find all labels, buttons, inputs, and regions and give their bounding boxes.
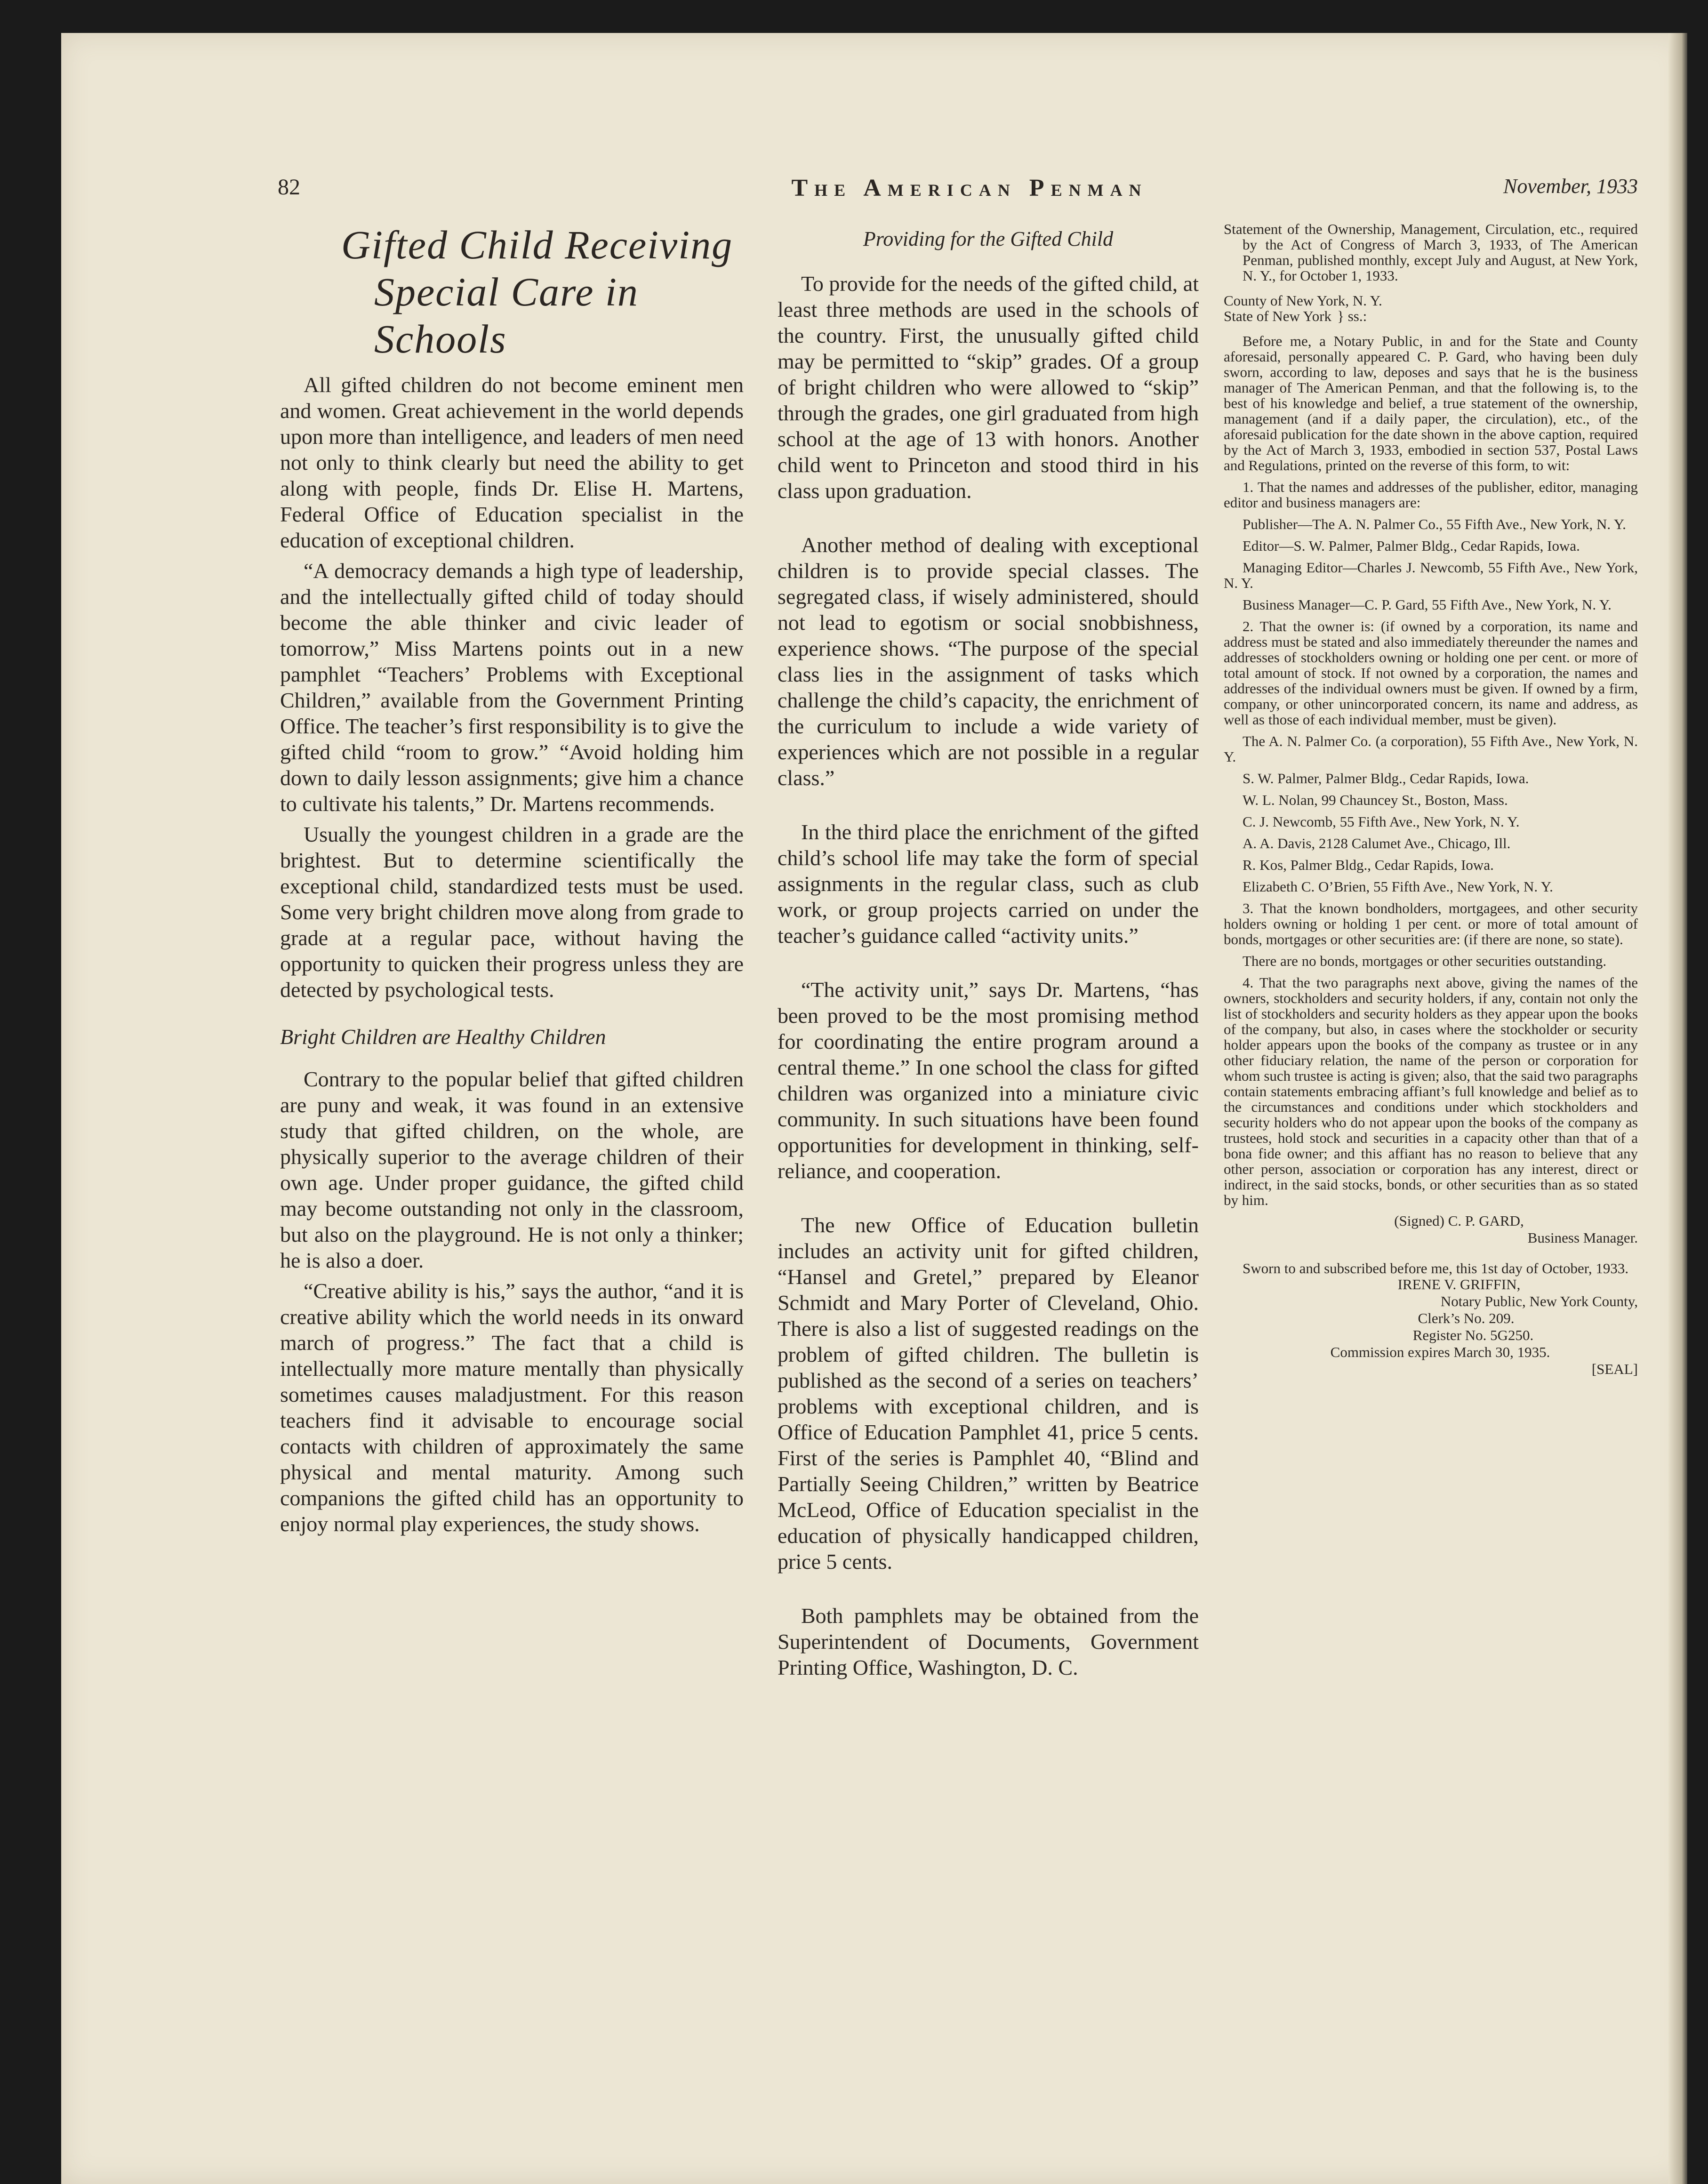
paragraph: All gifted children do not become eminent men and women. Great achievement in the world depends upon more than intelligence, and leaders of men need not only to think clearly but need the ability to get along with people, finds Dr. Elise H. Martens, Federal Office of Education specialist in the education of exceptional children. — [280, 373, 744, 552]
seal-mark: [SEAL] — [1591, 1361, 1638, 1377]
notary-block — [1224, 1276, 1638, 1361]
state-line: State of New York — [1224, 308, 1332, 324]
statement-paragraph: R. Kos, Palmer Bldg., Cedar Rapids, Iowa. — [1243, 857, 1494, 873]
register-number: Register No. 5G250. — [1412, 1327, 1534, 1343]
statement-paragraph: C. J. Newcomb, 55 Fifth Ave., New York, N. Y. — [1243, 813, 1520, 830]
article-column-1 — [280, 221, 744, 1537]
statement-paragraph: 2. That the owner is: (if owned by a corporation, its name and address must be stated and also immediately thereunder the names and addresses of stockholders owning or holding one per cent. or more of total amount of stock. If not owned by a corporation, the names and addresses of the individual owners must be given. If owned by a firm, company, or other unincorporated concern, its name and address, as well as those of each individual member, must be given). — [1224, 618, 1638, 728]
statement-paragraph: There are no bonds, mortgages or other securities outstanding. — [1243, 953, 1607, 969]
page-header — [61, 174, 1687, 212]
county-block — [1224, 293, 1638, 324]
statement-paragraph: 3. That the known bondholders, mortgagees, and other security holders owning or holding 1 per cent. or more of total amount of bonds, mortgages or other securities are: (if there are none, so state). — [1224, 900, 1638, 947]
statement-paragraph: S. W. Palmer, Palmer Bldg., Cedar Rapids, Iowa. — [1243, 770, 1529, 787]
ownership-statement — [1224, 221, 1638, 1378]
signed-name: (Signed) C. P. GARD, — [1394, 1212, 1524, 1229]
paragraph: Another method of dealing with exceptional children is to provide special classes. The segregated class, if wisely administered, should not lead to egotism or social snobbishness, experience shows. “The purpose of the special class lies in the assignment of tasks which challenge the child’s capacity, the enrichment of the curriculum to include a wide variety of experiences which are not possible in a regular class.” — [778, 533, 1199, 790]
headline-line-1: Gifted Child Receiving — [341, 222, 733, 267]
ss-brace: } ss.: — [1337, 308, 1367, 324]
magazine-page — [61, 33, 1687, 2184]
statement-paragraph: The A. N. Palmer Co. (a corporation), 55 Fifth Ave., New York, N. Y. — [1224, 733, 1638, 765]
page-number: 82 — [278, 175, 300, 200]
signed-title: Business Manager. — [1527, 1229, 1638, 1246]
clerk-number: Clerk’s No. 209. — [1418, 1310, 1515, 1326]
statement-paragraph: Managing Editor—Charles J. Newcomb, 55 Fifth Ave., New York, N. Y. — [1224, 559, 1638, 591]
statement-paragraph: W. L. Nolan, 99 Chauncey St., Boston, Mass. — [1243, 792, 1508, 808]
paragraph: Usually the youngest children in a grade are the brightest. But to determine scientifically the exceptional child, standardized tests must be used. Some very bright children move along from grade to grade at a regular pace, without having the opportunity to quicken their progress unless they are detected by psychological tests. — [280, 822, 744, 1002]
statement-paragraph: Before me, a Notary Public, in and for the State and County aforesaid, personally appeared C. P. Gard, who having been duly sworn, according to law, deposes and says that he is the business manager of The American Penman, and that the following is, to the best of his knowledge and belief, a true statement of the ownership, management (and if a daily paper, the circulation), etc., of the aforesaid publication for the date shown in the above caption, required by the Act of March 3, 1933, embodied in section 537, Postal Laws and Regulations, printed on the reverse of this form, to wit: — [1224, 333, 1638, 474]
statement-paragraph: Editor—S. W. Palmer, Palmer Bldg., Cedar Rapids, Iowa. — [1243, 538, 1580, 554]
statement-paragraph: A. A. Davis, 2128 Calumet Ave., Chicago, Ill. — [1243, 835, 1511, 851]
statement-paragraph: 1. That the names and addresses of the publisher, editor, managing editor and business managers are: — [1224, 479, 1638, 511]
issue-date: November, 1933 — [1503, 175, 1638, 198]
headline-line-2: Special Care in Schools — [374, 269, 639, 361]
paragraph: “The activity unit,” says Dr. Martens, “has been proved to be the most promising method for coordinating the entire program around a central theme.” In one school the class for gifted children was organized into a miniature civic community. In such situations have been found opportunities for development in thinking, self-reliance, and cooperation. — [778, 978, 1199, 1183]
paragraph: “A democracy demands a high type of leadership, and the intellectually gifted child of today should become the able thinker and civic leader of tomorrow,” Miss Martens points out in a new pamphlet “Teachers’ Problems with Exceptional Children,” available from the Government Printing Office. The teacher’s first responsibility is to give the gifted child “room to grow.” “Avoid holding him down to daily lesson assignments; give him a chance to cultivate his talents,” Dr. Martens recommends. — [280, 559, 744, 816]
paragraph: To provide for the needs of the gifted child, at least three methods are used in the schools of the country. First, the unusually gifted child may be permitted to “skip” grades. Of a group of bright children who were allowed to “skip” through the grades, one girl graduated from high school at the age of 13 with honors. Another child went to Princeton and stood third in his class upon graduation. — [778, 272, 1199, 503]
statement-paragraph: 4. That the two paragraphs next above, giving the names of the owners, stockholders and security holders, if any, contain not only the list of stockholders and security holders as they appear upon the books of the company, but also, in cases where the stockholder or security holder appears upon the books of the company as trustee or in any other fiduciary relation, the name of the person or corporation for whom such trustee is acting is given; also, that the said two paragraphs contain statements embracing affiant’s full knowledge and belief as to the circumstances and conditions under which stockholders and security holders who do not appear upon the books of the company as trustees, hold stock and securities in a capacity other than that of a bona fide owner; and this affiant has no reason to believe that any other person, association or corporation has any interest, direct or indirect, in the said stocks, bonds, or other securities than as so stated by him. — [1224, 974, 1638, 1208]
running-title: The American Penman — [791, 175, 1148, 201]
article-headline — [280, 221, 744, 362]
paragraph: Contrary to the popular belief that gifted children are puny and weak, it was found in an extensive study that gifted children, on the whole, are physically superior to the average children of their own age. Under proper guidance, the gifted child may become outstanding not only in the classroom, but also on the playground. He is not only a thinker; he is also a doer. — [280, 1067, 744, 1272]
county-line: County of New York, N. Y. — [1224, 292, 1382, 309]
paragraph: “Creative ability is his,” says the author, “and it is creative ability which the world needs in its onward march of progress.” The fact that a child is intellectually more mature mentally than physically sometimes causes maladjustment. For this reason teachers find it advisable to encourage social contacts with children of approximately the same physical and mental maturity. Among such companions the gifted child has an opportunity to enjoy normal play experiences, the study shows. — [280, 1279, 744, 1536]
signature-block — [1224, 1212, 1638, 1246]
notary-name: IRENE V. GRIFFIN, — [1397, 1276, 1521, 1293]
statement-intro — [1224, 221, 1638, 283]
paragraph: Both pamphlets may be obtained from the Superintendent of Documents, Government Printing Office, Washington, D. C. — [778, 1604, 1199, 1679]
commission-expiry: Commission expires March 30, 1935. — [1330, 1344, 1550, 1360]
notary-title: Notary Public, New York County, — [1440, 1293, 1638, 1309]
subheading-healthy-children: Bright Children are Healthy Children — [280, 1025, 606, 1049]
subheading-providing: Providing for the Gifted Child — [863, 227, 1114, 250]
statement-intro-text: Statement of the Ownership, Management, Circulation, etc., required by the Act of Congress of March 3, 1933, of The American Penman, published monthly, except July and August, at New York, N. Y., for October 1, 1933. — [1224, 221, 1638, 284]
paragraph: The new Office of Education bulletin includes an activity unit for gifted children, “Hansel and Gretel,” prepared by Eleanor Schmidt and Mary Porter of Cleveland, Ohio. There is also a list of suggested readings on the problem of gifted children. The bulletin is published as the second of a series on teachers’ problems with exceptional children, and is Office of Education Pamphlet 41, price 5 cents. First of the series is Pamphlet 40, “Blind and Partially Seeing Children,” written by Beatrice McLeod, Office of Education specialist in the education of physically handicapped children, price 5 cents. — [778, 1213, 1199, 1574]
statement-paragraph: Publisher—The A. N. Palmer Co., 55 Fifth Ave., New York, N. Y. — [1243, 516, 1626, 532]
statement-paragraph: Business Manager—C. P. Gard, 55 Fifth Ave., New York, N. Y. — [1243, 596, 1612, 613]
paragraph: In the third place the enrichment of the gifted child’s school life may take the form of special assignments in the regular class, such as club work, or group projects carried on under the teacher’s guidance called “activity units.” — [778, 820, 1199, 947]
article-column-2 — [778, 221, 1199, 1680]
page-spine-shadow — [1668, 33, 1687, 2184]
sworn-statement: Sworn to and subscribed before me, this 1st day of October, 1933. — [1243, 1260, 1629, 1277]
statement-paragraph: Elizabeth C. O’Brien, 55 Fifth Ave., New York, N. Y. — [1243, 878, 1553, 895]
